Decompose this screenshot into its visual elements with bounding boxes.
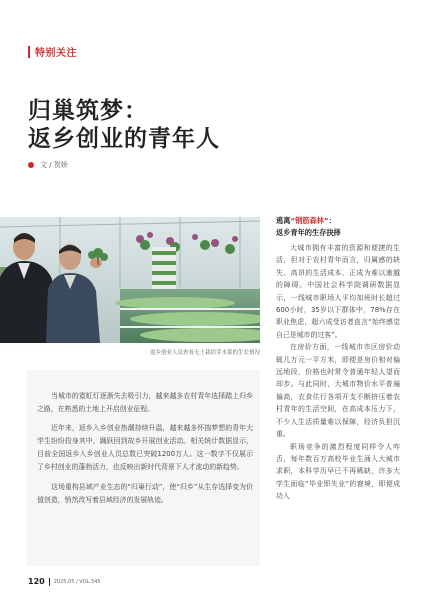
photo-caption: 返乡创业人员查看无土栽培芽水菜的生长情况 [149, 350, 260, 356]
right-column [276, 215, 400, 503]
greenhouse-photo [0, 217, 260, 343]
section-accent-bar [28, 46, 30, 58]
left-paragraph-3: 这场重构县域产业生态的“归巢行动”，使“归乡”从生存选择变为价值创造，悄然改写着县域经济的发展轨迹。 [37, 482, 253, 504]
section-label: 特别关注 [35, 48, 77, 59]
subheading-line2: 返乡青年的生存抉择 [276, 228, 341, 237]
byline-dot-icon [28, 162, 34, 168]
left-paragraph-2: 近年来，返乡入乡创业热潮持续升温，越来越多怀揣梦想的青年大学生纷纷投身其中，踊跃回到故乡开展创业活动。相关统计数据显示，目前全国返乡入乡创业人员总数已突破1200万人。这一数字不仅展示了乡村创业的蓬勃活力，也反映出新时代背景下人才流动的新趋势。 [37, 424, 253, 472]
issue-info: 2025.05 / VOL.345 [53, 578, 101, 585]
footer-divider [49, 578, 50, 586]
byline-text: 文 / 贺娇 [40, 161, 68, 169]
page-footer [28, 577, 100, 586]
right-paragraph-2: 在房价方面，一线城市市区房价动辄几万元一平方米，即便是房价相对偏远地段，价格也时常令普通年轻人望而却步。与此同时，大城市物价水平普遍偏高，衣食住行各项开支不断挤压着农村青年的生活空间，在高成本压力下，不少人生活质量难以保障，经济负担沉重。 [276, 343, 400, 439]
article-photo [0, 217, 260, 343]
subheading-prefix: 逃离 [276, 216, 291, 225]
subheading [276, 215, 400, 227]
section-tag [28, 44, 77, 59]
page-number: 120 [28, 577, 45, 586]
left-column [37, 390, 253, 513]
byline [28, 160, 68, 170]
right-paragraph-3: 职场竞争的激烈程度同样令人咋舌，每年数百万高校毕业生涌入大城市求职，本科学历早已不再稀缺，许多大学生面临“毕业即失业”的窘境，即便成功入 [276, 442, 400, 501]
right-paragraph-1: 大城市拥有丰富的资源和便捷的生活，但对于农村青年而言，归属感的缺失、高昂的生活成本、正成为难以逾越的障碍。中国社会科学院调研数据显示，一线城市职场人平均加班时长超过600小时，35岁以下群体中，78%存在职业焦虑，超六成受访者直言“始终感觉自己是城市的过客”。 [276, 244, 400, 339]
subheading-highlight: “钢筋森林” [290, 216, 329, 225]
article-title-line2: 返乡创业的青年人 [28, 125, 220, 152]
article-title-line1: 归巢筑梦： [28, 97, 148, 124]
left-paragraph-1: 当城市的霓虹灯逐渐失去吸引力，越来越多农村青年选择踏上归乡之路，在熟悉的土地上开启创业征程。 [37, 392, 253, 414]
subheading-suffix: ： [328, 216, 336, 225]
